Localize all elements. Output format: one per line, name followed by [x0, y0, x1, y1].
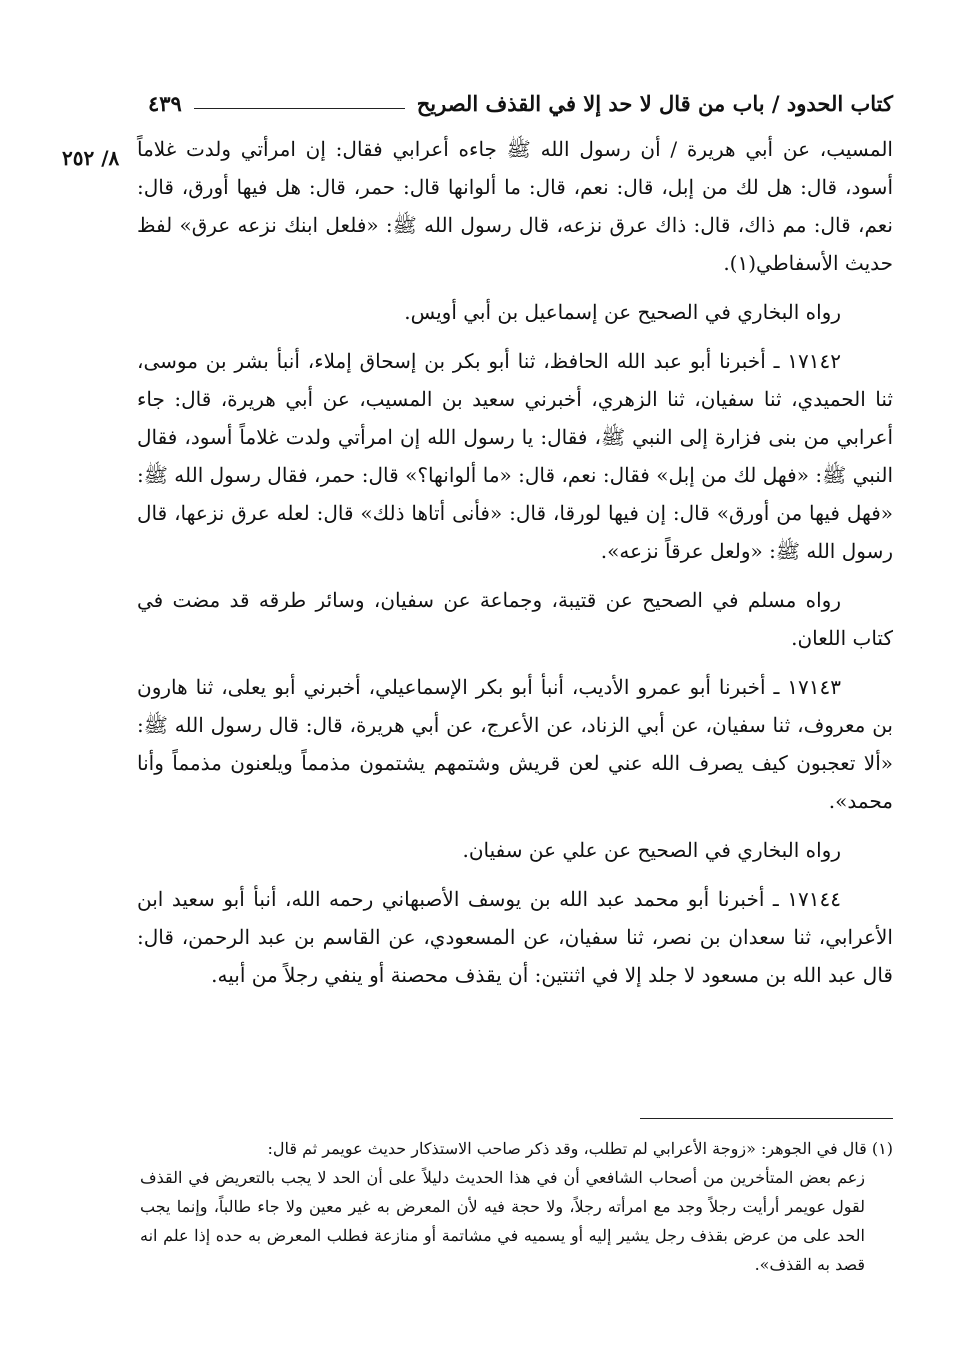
footnote-body: زعم بعض المتأخرين من أصحاب الشافعي أن في هذا الحديث دليلاً على أن الحد لا يجب بالتعريض في القذف لقول عويمر أرأيت رجلاً وجد مع امرأته رجلاً، ولا حجة فيه لأن المعرض به غير معين ولا جاء طالباً، وإنما يجب الحد على من عرض بقذف رجل يشير إليه أو يسميه في مشاتمة أو منازعة فطلب المعرض به حده إذا علم انه قصد به القذف».: [140, 1168, 866, 1274]
hadith-paragraph: ١٧١٤٤ ـ أخبرنا أبو محمد عبد الله بن يوسف الأصبهاني رحمه الله، أنبأ أبو سعيد ابن الأعرابي، ثنا سعدان بن نصر، ثنا سفيان، عن المسعودي، عن القاسم بن عبد الرحمن، قال: قال عبد الله بن مسعود لا جلد إلا في اثنتين: أن يقذف محصنة أو ينفي رجلاً من أبيه.: [137, 887, 893, 987]
paragraph: رواه مسلم في الصحيح عن قتيبة، وجماعة عن سفيان، وسائر طرقه قد مضت في كتاب اللعان.: [137, 588, 893, 650]
footnote-line: (١) قال في الجوهر: «زوجة الأعرابي لم تطلب، وقد ذكر صاحب الاستذكار حديث عويمر ثم قال:: [267, 1139, 893, 1158]
paragraph: رواه البخاري في الصحيح عن إسماعيل بن أبي أويس.: [404, 300, 841, 324]
main-text: [137, 130, 893, 1005]
paragraph: المسيب، عن أبي هريرة / أن رسول الله ﷺ جاءه أعرابي فقال: إن امرأتي ولدت غلاماً أسود، قال: هل لك من إبل، قال: نعم، قال: ما ألوانها قال: حمر، قال: هل فيها أورق، قال: نعم، قال: مم ذاك، قال: ذاك عرق نزعه، قال رسول الله ﷺ: «فلعل ابنك نزعه عرق» لفظ حديث الأسفاطي(١).: [137, 137, 894, 275]
header-rule: [194, 108, 405, 109]
hadith-paragraph: ١٧١٤٣ ـ أخبرنا أبو عمرو الأديب، أنبأ أبو بكر الإسماعيلي، أخبرني أبو يعلى، ثنا هارون بن معروف، ثنا سفيان، عن أبي الزناد، عن الأعرج، عن أبي هريرة، قال: قال رسول الله ﷺ: «ألا تعجبون كيف يصرف الله عني لعن قريش وشتمهم يشتمون مذمماً ويلعنون مذمماً وأنا محمد».: [137, 675, 894, 813]
running-header: [148, 86, 893, 120]
footnote-separator: [640, 1118, 893, 1119]
hadith-paragraph: ١٧١٤٢ ـ أخبرنا أبو عبد الله الحافظ، ثنا أبو بكر بن إسحاق إملاء، أنبأ بشر بن موسى، ثنا الحميدي، ثنا سفيان، ثنا الزهري، أخبرني سعيد بن المسيب، عن أبي هريرة، قال: جاء أعرابي من بنى فزارة إلى النبي ﷺ، فقال: يا رسول الله إن امرأتي ولدت غلاماً أسود، فقال النبي ﷺ: «فهل لك من إبل» فقال: نعم، قال: «ما ألوانها؟» قال: حمر، فقال رسول الله ﷺ: «فهل فيها من أورق» قال: إن فيها لورقا، قال: «فأنى أتاها ذلك» قال: لعله عرق نزعها، قال رسول الله ﷺ: «ولعل عرقاً نزعه».: [137, 349, 893, 563]
paragraph: رواه البخاري في الصحيح عن علي عن سفيان.: [462, 838, 841, 862]
marginal-reference: ٨/ ٢٥٢: [62, 146, 120, 170]
footnote: [140, 1134, 893, 1279]
page-number: ٤٣٩: [148, 90, 182, 116]
chapter-title: كتاب الحدود / باب من قال لا حد إلا في القذف الصريح: [416, 90, 893, 116]
